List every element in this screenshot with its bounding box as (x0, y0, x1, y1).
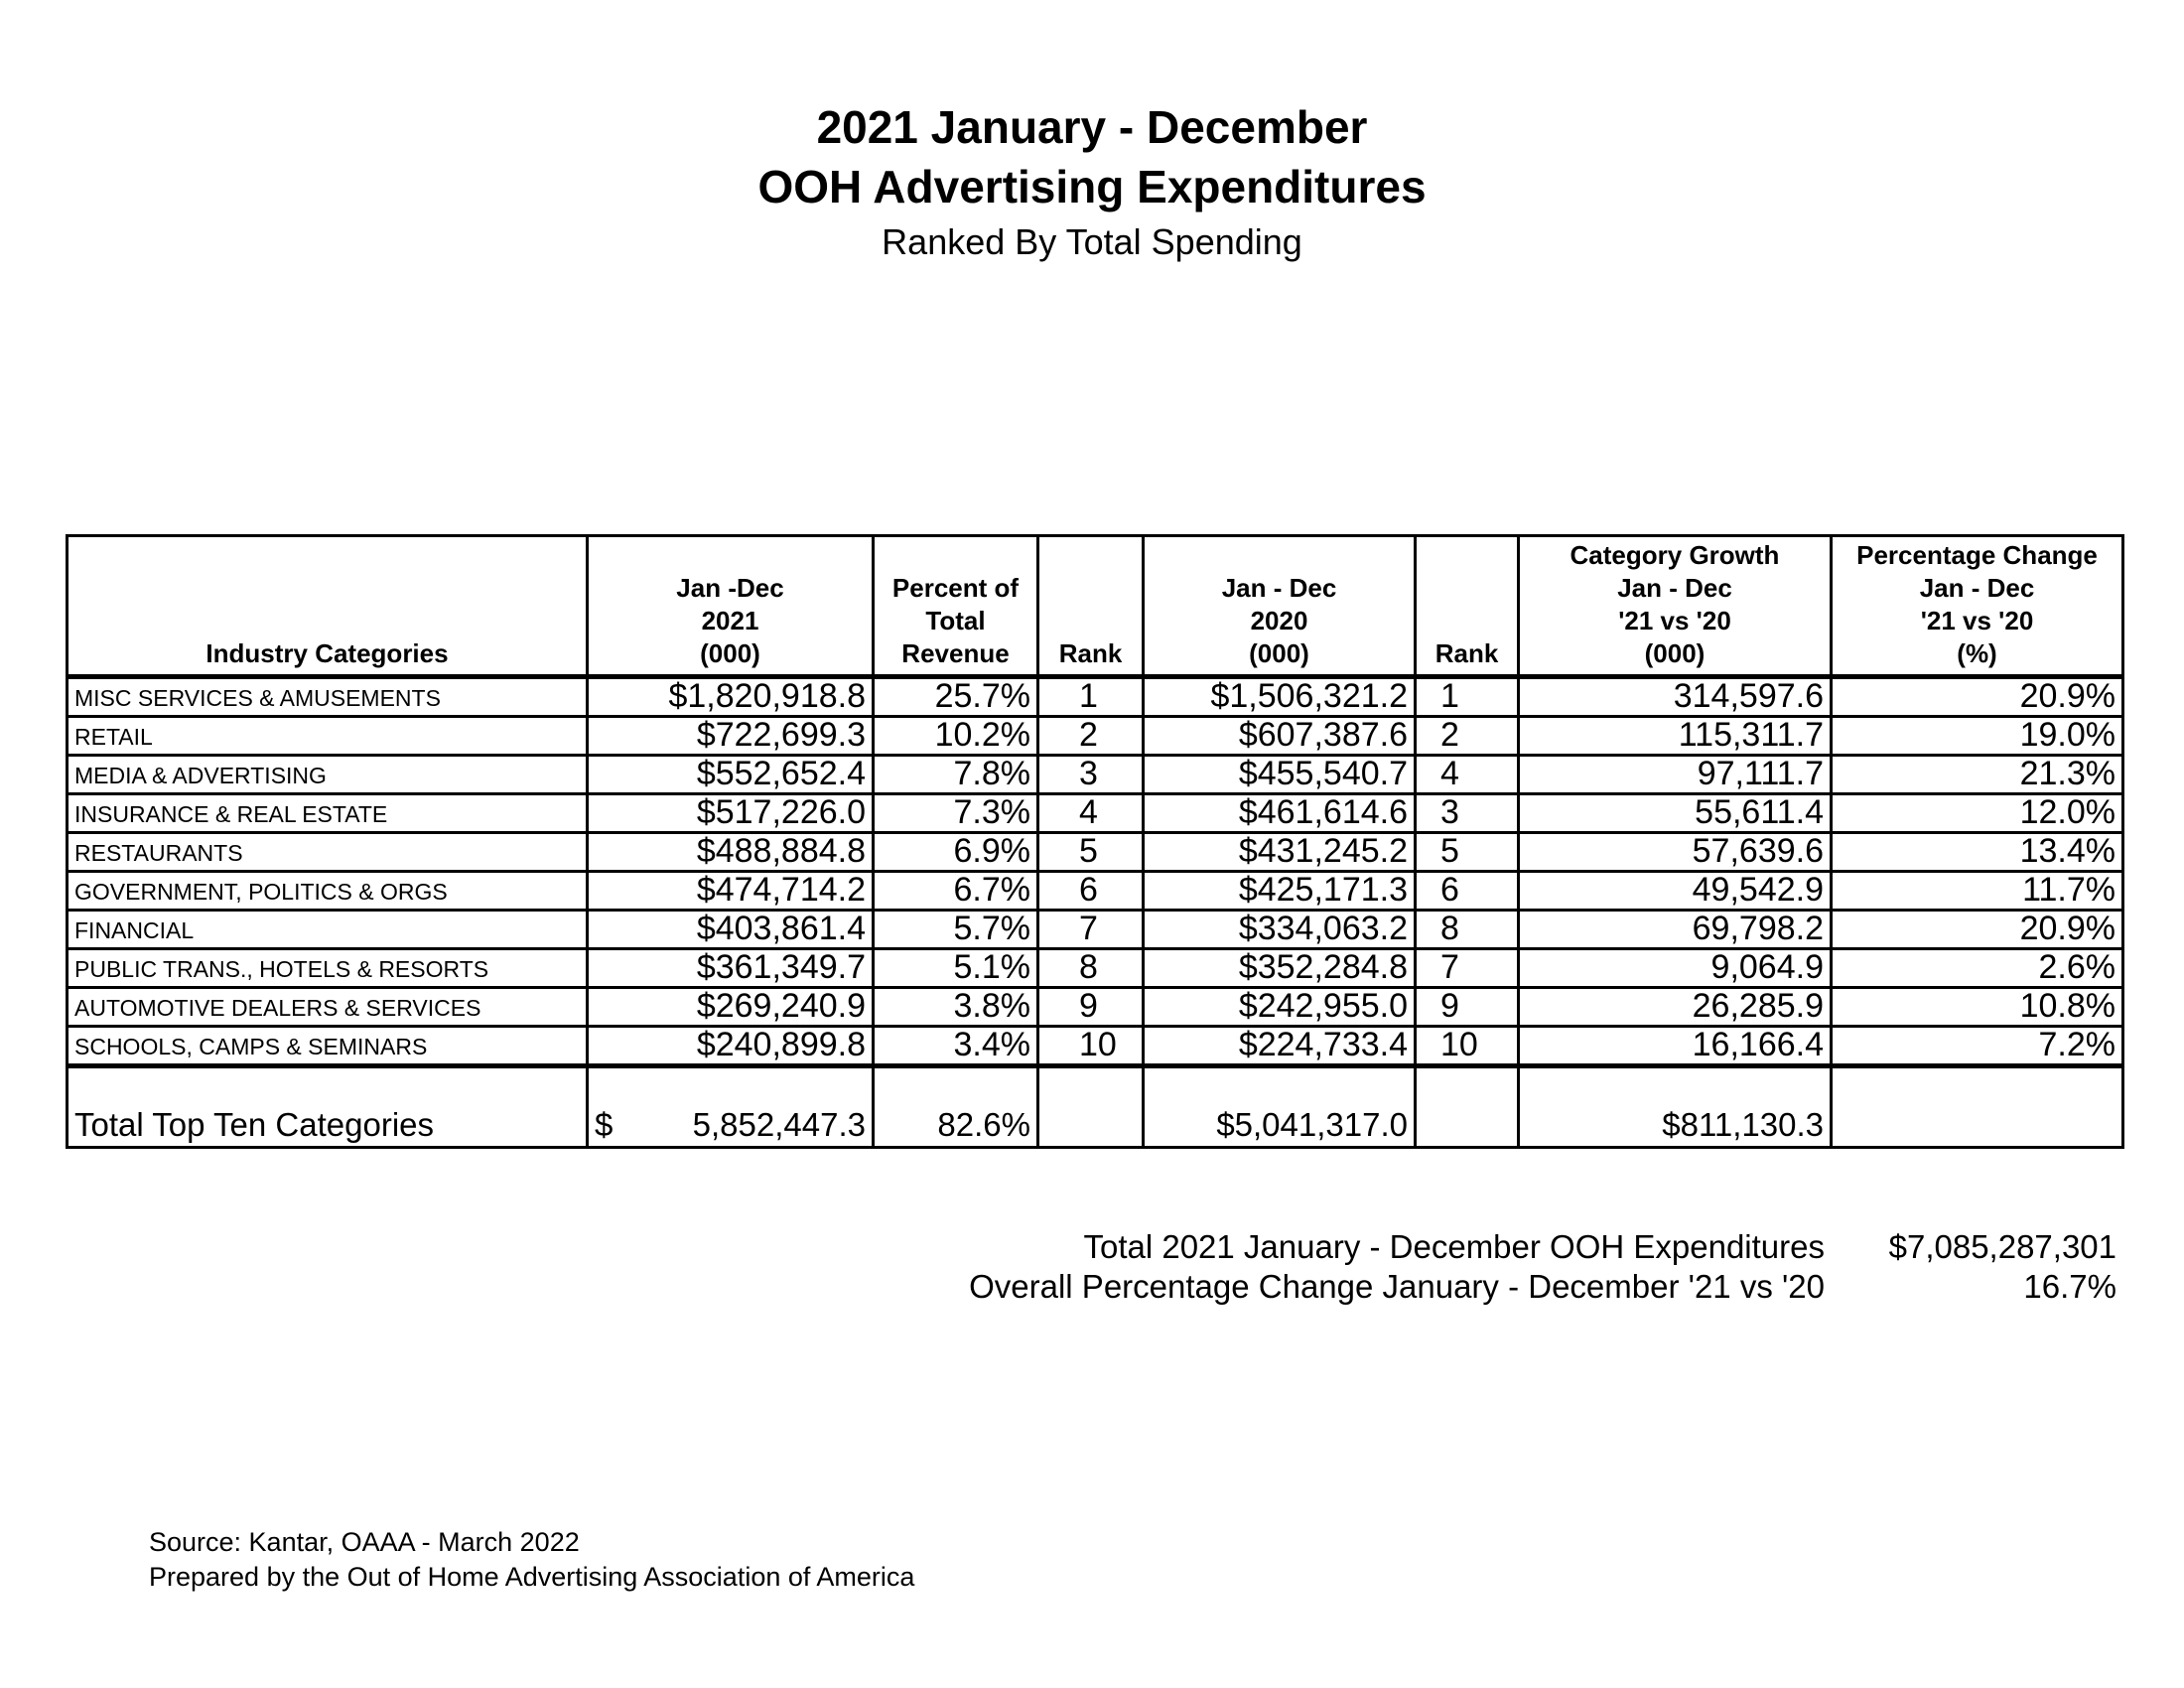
cell-category: SCHOOLS, CAMPS & SEMINARS (68, 1027, 588, 1066)
cell-growth: 26,285.9 (1519, 988, 1832, 1027)
cell-pct-change: 19.0% (1832, 717, 2123, 756)
header-category-growth: Category Growth Jan - Dec '21 vs '20 (000) (1519, 536, 1832, 677)
cell-pct-change: 10.8% (1832, 988, 2123, 1027)
cell-pct-change: 20.9% (1832, 677, 2123, 717)
cell-growth: 9,064.9 (1519, 949, 1832, 988)
cell-rev2021: $361,349.7 (588, 949, 874, 988)
cell-growth: 97,111.7 (1519, 756, 1832, 794)
total-pct-total: 82.6% (874, 1066, 1038, 1148)
cell-rank2020: 6 (1416, 872, 1519, 911)
total-rev2021-value: 5,852,447.3 (692, 1106, 866, 1143)
cell-rev2020: $455,540.7 (1144, 756, 1416, 794)
table-row (68, 756, 2123, 794)
cell-pct-total: 25.7% (874, 677, 1038, 717)
cell-rev2021: $240,899.8 (588, 1027, 874, 1066)
header-jan-dec-2020: Jan - Dec 2020 (000) (1144, 536, 1416, 677)
cell-category: AUTOMOTIVE DEALERS & SERVICES (68, 988, 588, 1027)
cell-pct-change: 7.2% (1832, 1027, 2123, 1066)
cell-pct-total: 6.9% (874, 833, 1038, 872)
cell-rev2021: $722,699.3 (588, 717, 874, 756)
table-row (68, 911, 2123, 949)
cell-pct-change: 21.3% (1832, 756, 2123, 794)
cell-rank2020: 9 (1416, 988, 1519, 1027)
cell-rank2021: 3 (1038, 756, 1144, 794)
footer-source: Source: Kantar, OAAA - March 2022 (149, 1527, 580, 1557)
cell-rev2020: $425,171.3 (1144, 872, 1416, 911)
table-row (68, 949, 2123, 988)
total-rank2020-empty (1416, 1066, 1519, 1148)
cell-rev2020: $242,955.0 (1144, 988, 1416, 1027)
header-jan-dec-2021: Jan -Dec 2021 (000) (588, 536, 874, 677)
cell-pct-total: 5.1% (874, 949, 1038, 988)
footer (149, 1525, 914, 1595)
cell-pct-change: 11.7% (1832, 872, 2123, 911)
cell-pct-change: 12.0% (1832, 794, 2123, 833)
cell-category: INSURANCE & REAL ESTATE (68, 794, 588, 833)
cell-rank2020: 4 (1416, 756, 1519, 794)
cell-rank2021: 7 (1038, 911, 1144, 949)
cell-rev2021: $474,714.2 (588, 872, 874, 911)
cell-pct-total: 7.8% (874, 756, 1038, 794)
summary-total-value: $7,085,287,301 (1888, 1228, 2116, 1265)
cell-rev2020: $334,063.2 (1144, 911, 1416, 949)
cell-rev2021: $269,240.9 (588, 988, 874, 1027)
page-title-line-1: 2021 January - December (816, 101, 1368, 153)
table-row (68, 794, 2123, 833)
page-title-line-2: OOH Advertising Expenditures (757, 161, 1427, 212)
cell-rev2021: $1,820,918.8 (588, 677, 874, 717)
summary-total-label: Total 2021 January - December OOH Expenditures (1083, 1228, 1825, 1265)
total-rev2020: $5,041,317.0 (1144, 1066, 1416, 1148)
header-rank-2021: Rank (1038, 536, 1144, 677)
cell-category: RETAIL (68, 717, 588, 756)
summary-row-change (0, 1267, 2184, 1307)
summary-change-label: Overall Percentage Change January - December '21 vs '20 (969, 1268, 1825, 1305)
cell-pct-change: 13.4% (1832, 833, 2123, 872)
cell-rev2021: $517,226.0 (588, 794, 874, 833)
cell-rank2020: 3 (1416, 794, 1519, 833)
cell-pct-change: 2.6% (1832, 949, 2123, 988)
cell-rank2021: 5 (1038, 833, 1144, 872)
cell-pct-total: 7.3% (874, 794, 1038, 833)
cell-rank2020: 10 (1416, 1027, 1519, 1066)
cell-growth: 115,311.7 (1519, 717, 1832, 756)
cell-rank2020: 2 (1416, 717, 1519, 756)
summary-change-value: 16.7% (2023, 1268, 2116, 1305)
footer-prepared-by: Prepared by the Out of Home Advertising Association of America (149, 1562, 915, 1592)
page-subtitle: Ranked By Total Spending (882, 221, 1302, 262)
cell-rev2020: $431,245.2 (1144, 833, 1416, 872)
table-row (68, 872, 2123, 911)
cell-pct-total: 3.4% (874, 1027, 1038, 1066)
total-pct-change-empty (1832, 1066, 2123, 1148)
cell-pct-total: 10.2% (874, 717, 1038, 756)
cell-rev2021: $403,861.4 (588, 911, 874, 949)
header-percentage-change: Percentage Change Jan - Dec '21 vs '20 (%) (1832, 536, 2123, 677)
cell-rev2021: $552,652.4 (588, 756, 874, 794)
table-row (68, 988, 2123, 1027)
cell-pct-total: 5.7% (874, 911, 1038, 949)
cell-growth: 16,166.4 (1519, 1027, 1832, 1066)
total-rev2021-symbol: $ (595, 1106, 614, 1143)
total-rank2021-empty (1038, 1066, 1144, 1148)
table-body (68, 677, 2123, 1066)
total-row (68, 1066, 2123, 1148)
cell-rank2021: 9 (1038, 988, 1144, 1027)
cell-growth: 55,611.4 (1519, 794, 1832, 833)
table-row (68, 833, 2123, 872)
cell-rev2020: $224,733.4 (1144, 1027, 1416, 1066)
cell-rank2020: 7 (1416, 949, 1519, 988)
cell-rev2020: $352,284.8 (1144, 949, 1416, 988)
cell-category: FINANCIAL (68, 911, 588, 949)
expenditures-table (66, 534, 2124, 1149)
cell-rev2020: $1,506,321.2 (1144, 677, 1416, 717)
cell-category: RESTAURANTS (68, 833, 588, 872)
table-row (68, 677, 2123, 717)
table-row (68, 717, 2123, 756)
cell-rank2021: 8 (1038, 949, 1144, 988)
cell-rank2020: 1 (1416, 677, 1519, 717)
cell-pct-total: 3.8% (874, 988, 1038, 1027)
header-rank-2020: Rank (1416, 536, 1519, 677)
total-rev2021 (588, 1066, 874, 1148)
summary-row-total (0, 1227, 2184, 1267)
title-block (0, 97, 2184, 266)
cell-pct-change: 20.9% (1832, 911, 2123, 949)
cell-rev2021: $488,884.8 (588, 833, 874, 872)
total-label: Total Top Ten Categories (68, 1066, 588, 1148)
header-industry-categories: Industry Categories (68, 536, 588, 677)
cell-rank2021: 10 (1038, 1027, 1144, 1066)
cell-category: MISC SERVICES & AMUSEMENTS (68, 677, 588, 717)
header-percent-of-total-revenue: Percent of Total Revenue (874, 536, 1038, 677)
header-row (68, 536, 2123, 677)
cell-rank2021: 1 (1038, 677, 1144, 717)
cell-rev2020: $607,387.6 (1144, 717, 1416, 756)
table-row (68, 1027, 2123, 1066)
cell-rank2021: 2 (1038, 717, 1144, 756)
summary-block (0, 1227, 2184, 1307)
cell-category: MEDIA & ADVERTISING (68, 756, 588, 794)
total-body (68, 1066, 2123, 1148)
cell-category: GOVERNMENT, POLITICS & ORGS (68, 872, 588, 911)
cell-growth: 69,798.2 (1519, 911, 1832, 949)
cell-rank2020: 8 (1416, 911, 1519, 949)
cell-rank2020: 5 (1416, 833, 1519, 872)
cell-growth: 314,597.6 (1519, 677, 1832, 717)
cell-growth: 49,542.9 (1519, 872, 1832, 911)
cell-category: PUBLIC TRANS., HOTELS & RESORTS (68, 949, 588, 988)
cell-pct-total: 6.7% (874, 872, 1038, 911)
cell-rev2020: $461,614.6 (1144, 794, 1416, 833)
cell-rank2021: 4 (1038, 794, 1144, 833)
total-growth: $811,130.3 (1519, 1066, 1832, 1148)
cell-rank2021: 6 (1038, 872, 1144, 911)
cell-growth: 57,639.6 (1519, 833, 1832, 872)
